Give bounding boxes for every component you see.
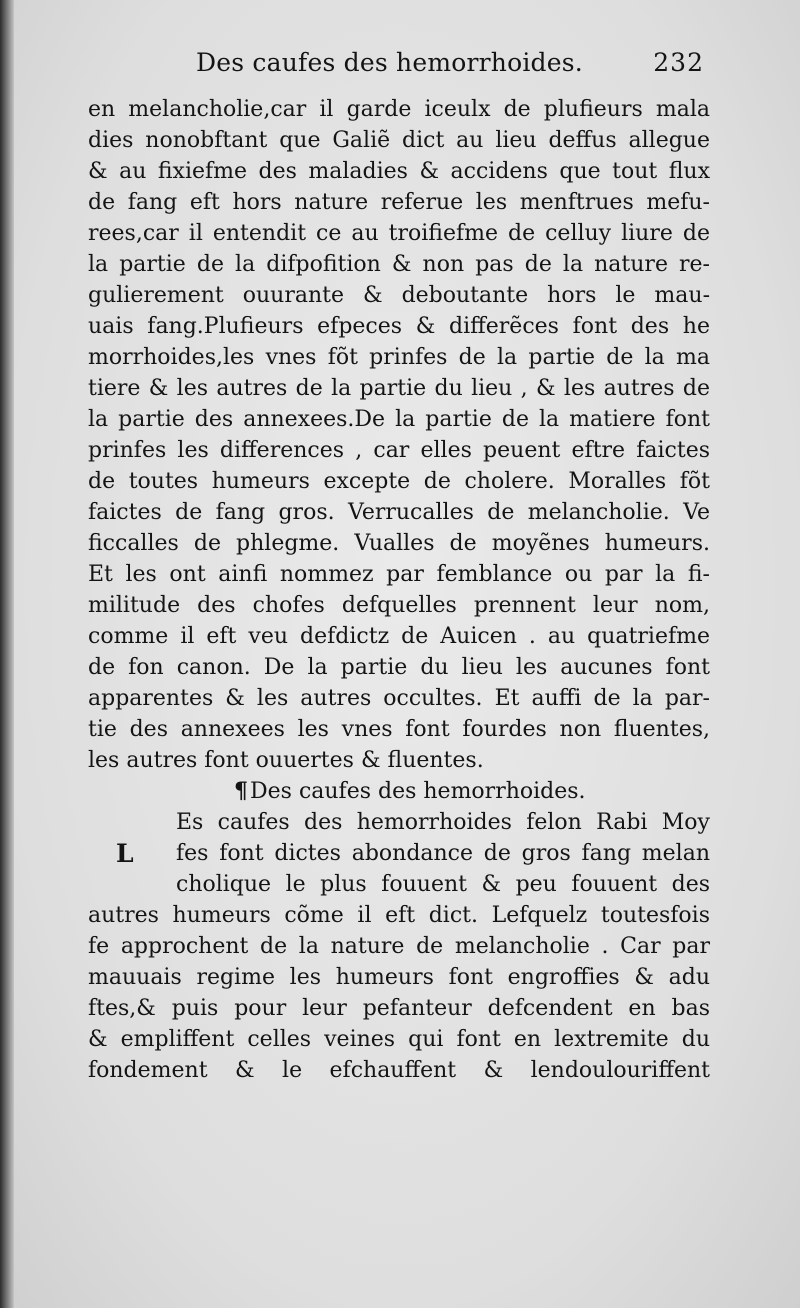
text-line: gulierement ouurante & deboutante hors le mau- <box>88 283 710 308</box>
text-line: dies nonobftant que Galiẽ dict au lieu deffus allegue <box>88 128 710 153</box>
text-line: uais fang.Plufieurs efpeces & differẽces font des he <box>88 314 710 339</box>
text-line-content: Es caufes des hemorrhoides felon Rabi Moy <box>176 810 710 835</box>
drop-initial: L <box>116 839 134 868</box>
text-line: Et les ont ainfi nommez par femblance ou par la fi- <box>88 562 710 587</box>
running-title: Des caufes des hemorrhoides. <box>196 48 583 77</box>
text-line: & au fixiefme des maladies & accidens que tout flux <box>88 159 710 184</box>
page-number: 232 <box>653 48 704 77</box>
section-heading <box>88 776 710 807</box>
text-line: autres humeurs cõme il eft dict. Lefquelz toutesfois <box>88 903 710 928</box>
text-line: comme il eft veu defdictz de Auicen . au quatriefme <box>88 624 710 649</box>
text-line: la partie des annexees.De la partie de la matiere font <box>88 407 710 432</box>
text-line: de toutes humeurs excepte de cholere. Moralles fõt <box>88 469 710 494</box>
text-line: morrhoides,les vnes fõt prinfes de la partie de la ma <box>88 345 710 370</box>
text-line: tie des annexees les vnes font fourdes non fluentes, <box>88 717 710 742</box>
text-line: ftes,& puis pour leur pefanteur defcendent en bas <box>88 996 710 1021</box>
text-line: fondement & le efchauffent & lendoulouriffent <box>88 1058 710 1083</box>
text-line: ficcalles de phlegme. Vualles de moyẽnes humeurs. <box>88 531 710 556</box>
page-header <box>88 44 710 94</box>
text-line: & empliffent celles veines qui font en lextremite du <box>88 1027 710 1052</box>
text-line <box>88 807 710 838</box>
text-line: apparentes & les autres occultes. Et auffi de la par- <box>88 686 710 711</box>
text-line <box>88 838 710 869</box>
text-line: la partie de la difpofition & non pas de la nature re- <box>88 252 710 277</box>
text-line: de fon canon. De la partie du lieu les aucunes font <box>88 655 710 680</box>
text-line: tiere & les autres de la partie du lieu , & les autres de <box>88 376 710 401</box>
text-block <box>88 44 710 1086</box>
text-line: en melancholie,car il garde iceulx de plufieurs mala <box>88 97 710 122</box>
text-line: de fang eft hors nature referue les menftrues mefu- <box>88 190 710 215</box>
paragraph-2 <box>88 807 710 1086</box>
text-line: prinfes les differences , car elles peuent eftre faictes <box>88 438 710 463</box>
pilcrow-mark: ¶ <box>234 778 248 804</box>
paragraph-1 <box>88 94 710 776</box>
text-line: rees,car il entendit ce au troifiefme de celluy liure de <box>88 221 710 246</box>
text-line: faictes de fang gros. Verrucalles de melancholie. Ve <box>88 500 710 525</box>
text-line-content: cholique le plus fouuent & peu fouuent des <box>176 872 710 897</box>
text-line: militude des chofes defquelles prennent leur nom, <box>88 593 710 618</box>
text-line: fe approchent de la nature de melancholie . Car par <box>88 934 710 959</box>
text-line <box>88 869 710 900</box>
text-line: les autres font ouuertes & fluentes. <box>88 748 484 773</box>
page-binding-edge <box>0 0 14 1308</box>
section-heading-text: Des caufes des hemorrhoides. <box>250 779 586 804</box>
text-line-content: fes font dictes abondance de gros fang melan <box>176 841 710 866</box>
text-line: mauuais regime les humeurs font engroffies & adu <box>88 965 710 990</box>
